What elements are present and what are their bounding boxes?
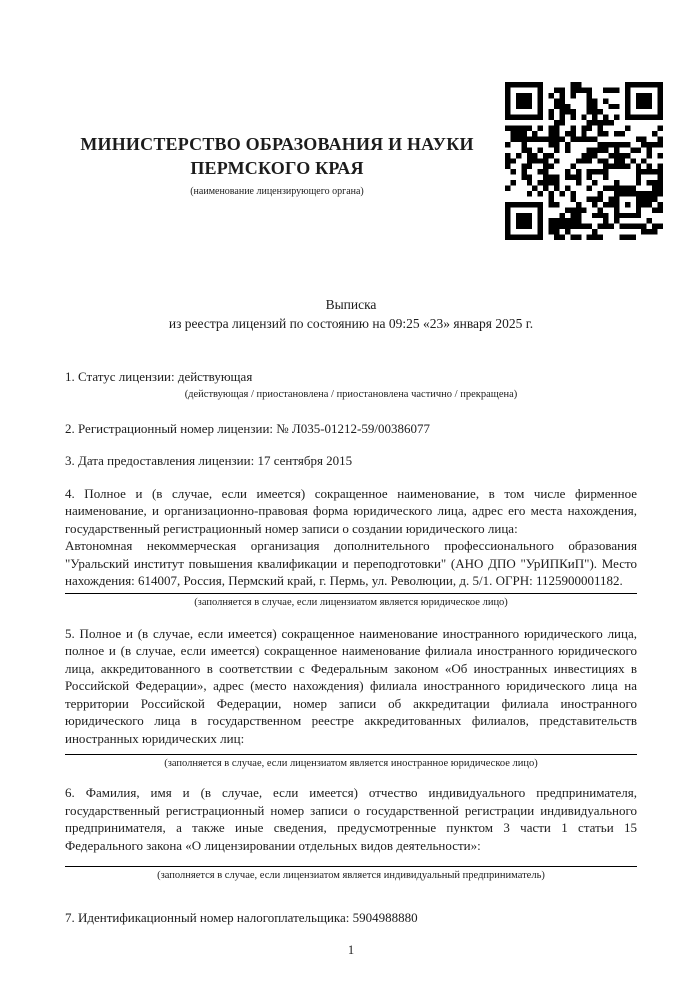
document-title-line1: Выписка [325,297,377,312]
ministry-name-line1: МИНИСТЕРСТВО ОБРАЗОВАНИЯ И НАУКИ [80,134,474,154]
item-6-entrepreneur-label: 6. Фамилия, имя и (в случае, если имеется) отчество индивидуального предпринимателя, государственный регистрационный номер записи о государственной регистрации индивидуального предпринимателя, а также иные сведения, предусмотренные пунктом 3 части 1 статьи 15 Федерального закона «О лицензировании отдельных видов деятельности»: [65,785,637,853]
item-5-foreign-entity-label: 5. Полное и (в случае, если имеется) сокращенное наименование иностранного юридического лица, полное и (в случае, если имеется) сокращенное наименование филиала иностранного юридического лица, аккредитованного в соответствии с Федеральным законом «Об иностранных инвестициях в Российской Федерации», адрес (место нахождения) филиала иностранного юридического лица на территории Российской Федерации, номер записи об аккредитации филиала иностранного юридического лица в государственном реестре аккредитованных филиалов, представительств иностранных юридических лиц: [65,625,637,746]
item-5-underline [65,754,637,755]
item-3-license-date: 3. Дата предоставления лицензии: 17 сентября 2015 [65,453,353,468]
document-body [65,296,637,958]
document-title [65,296,637,333]
item-1-caption: (действующая / приостановлена / приостановлена частично / прекращена) [184,388,518,400]
item-6-caption: (заполняется в случае, если лицензиатом является индивидуальный предприниматель) [157,870,545,881]
item-4-underline [65,593,637,594]
ministry-name-line2: ПЕРМСКОГО КРАЯ [190,158,364,178]
item-4-legal-entity-value: Автономная некоммерческая организация дополнительного профессионального образования "Уральский институт повышения квалификации и переподготовки" (АНО ДПО "УрИПКиП"). Место нахождения: 614007, Россия, Пермский край, г. Пермь, ул. Революции, д. 5/1. ОГРН: 1125900001182. [65,538,637,588]
qr-code-icon [505,82,663,240]
item-4-caption: (заполняется в случае, если лицензиатом является юридическое лицо) [194,596,508,608]
header [64,132,490,198]
item-5-caption: (заполняется в случае, если лицензиатом является иностранное юридическое лицо) [164,758,538,769]
page-number: 1 [347,942,355,957]
item-1-license-status: 1. Статус лицензии: действующая [65,369,253,384]
item-2-registration-number: 2. Регистрационный номер лицензии: № Л035-01212-59/00386077 [65,420,431,436]
item-6-underline [65,866,637,867]
item-7-taxpayer-number: 7. Идентификационный номер налогоплательщика: 5904988880 [65,910,418,925]
document-title-line2: из реестра лицензий по состоянию на 09:25 «23» января 2025 г. [168,315,534,331]
ministry-name [64,132,490,180]
ministry-caption: (наименование лицензирующего органа) [190,186,364,197]
item-4-legal-entity-label: 4. Полное и (в случае, если имеется) сокращенное наименование, в том числе фирменное наименование, и организационно-правовая форма юридического лица, адрес его места нахождения, государственный регистрационный номер записи о создании юридического лица: [65,485,637,536]
